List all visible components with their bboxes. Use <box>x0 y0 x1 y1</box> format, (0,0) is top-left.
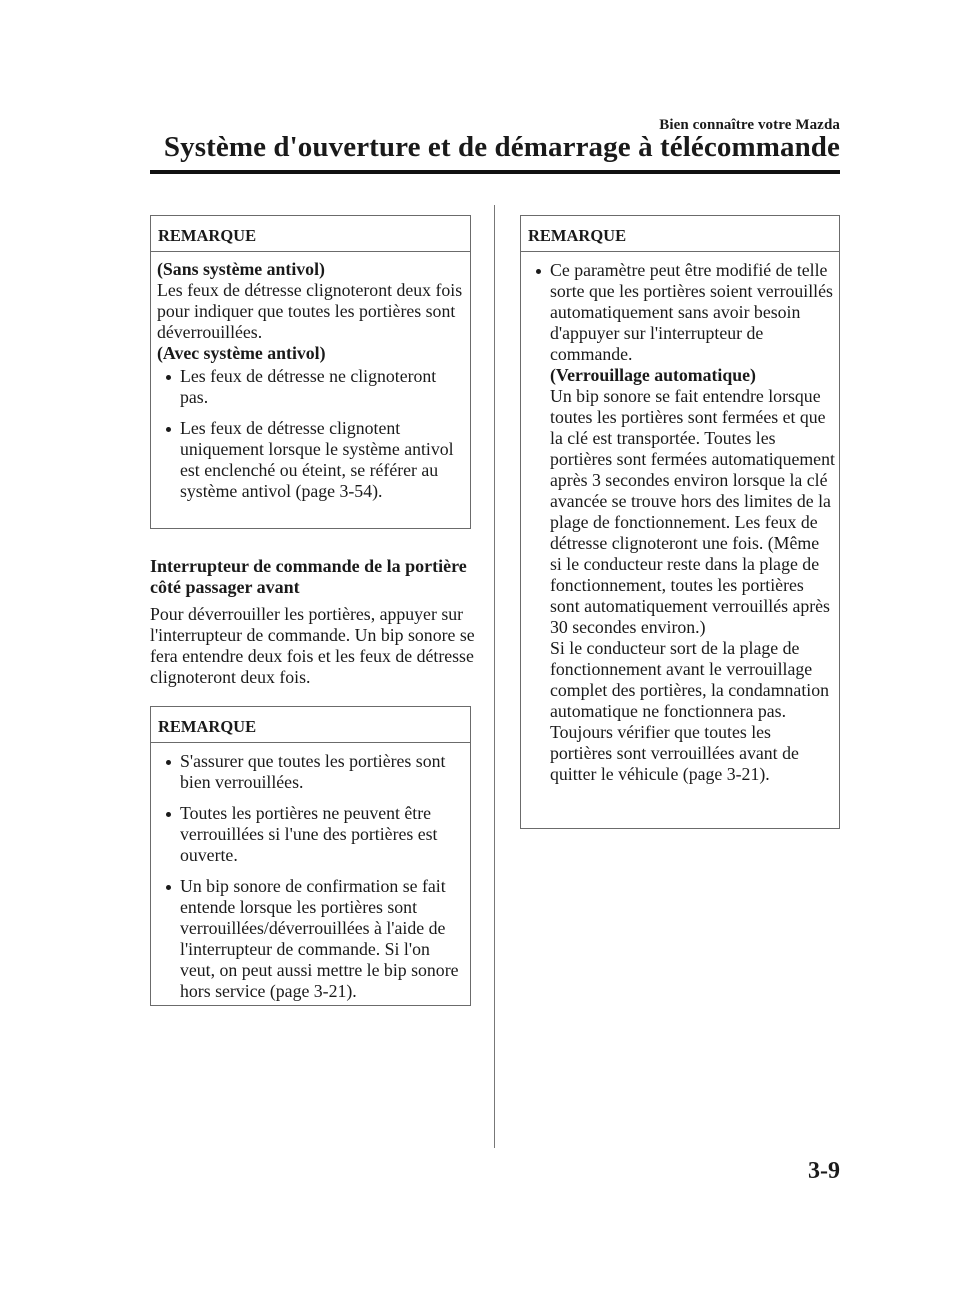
body-paragraph: Pour déverrouiller les portières, appuyer sur l'interrupteur de commande. Un bip sonore se fera entendre deux fois et les feux de détresse clignoteront deux fois. <box>150 604 475 687</box>
note-subheading: (Avec système antivol) <box>157 343 326 363</box>
note-subheading: (Verrouillage automatique) <box>550 365 756 385</box>
note-box-1 <box>150 215 471 529</box>
header-rule <box>150 170 840 174</box>
note-box-2 <box>150 706 471 1006</box>
note-text: Un bip sonore se fait entendre lorsque toutes les portières sont fermées et que la clé est transportée. Toutes les portières sont fermées automatiquement après 3 secondes environ lorsque la clé avancée se trouve hors des limites de la plage de fonctionnement. Les feux de détresse clignoteront une fois. (Même si le conducteur reste dans la plage de fonctionnement, toutes les portières sont automatiquement verrouillés après 30 secondes environ.) <box>550 386 835 637</box>
bullet-text: Ce paramètre peut être modifié de telle sorte que les portières soient verrouillés automatiquement sans avoir besoin d'appuyer sur l'interrupteur de commande. <box>550 260 833 364</box>
note-text: Les feux de détresse clignoteront deux fois pour indiquer que toutes les portières sont déverrouillées. <box>157 280 463 342</box>
note-heading: REMARQUE <box>521 216 839 252</box>
bullet-item: S'assurer que toutes les portières sont bien verrouillées. <box>157 751 464 793</box>
page-number: 3-9 <box>808 1158 840 1184</box>
note-text: Si le conducteur sort de la plage de fonctionnement avant le verrouillage complet des portières, la condamnation automatique ne fonctionnera pas. Toujours vérifier que toutes les portières sont verrouillées avant de quitter le véhicule (page 3-21). <box>550 638 829 784</box>
bullet-item: Les feux de détresse ne clignoteront pas. <box>157 366 464 408</box>
bullet-item <box>527 260 835 785</box>
section-title: Système d'ouverture et de démarrage à télécommande <box>163 131 840 163</box>
note-heading: REMARQUE <box>151 707 470 743</box>
chapter-subtitle: Bien connaître votre Mazda <box>659 117 840 133</box>
bullet-item: Un bip sonore de confirmation se fait entende lorsque les portières sont verrouillées/déverrouillées à l'aide de l'interrupteur de commande. Si l'on veut, on peut aussi mettre le bip sonore hors service (page 3-21). <box>157 876 464 1002</box>
column-divider <box>494 205 495 1148</box>
section-heading: Interrupteur de commande de la portière côté passager avant <box>150 556 467 597</box>
bullet-item: Toutes les portières ne peuvent être verrouillées si l'une des portières est ouverte. <box>157 803 464 866</box>
note-box-3 <box>520 215 840 829</box>
note-heading: REMARQUE <box>151 216 470 252</box>
note-subheading: (Sans système antivol) <box>157 259 325 279</box>
bullet-item: Les feux de détresse clignotent uniquement lorsque le système antivol est enclenché ou éteint, se référer au système antivol (page 3-54). <box>157 418 464 502</box>
